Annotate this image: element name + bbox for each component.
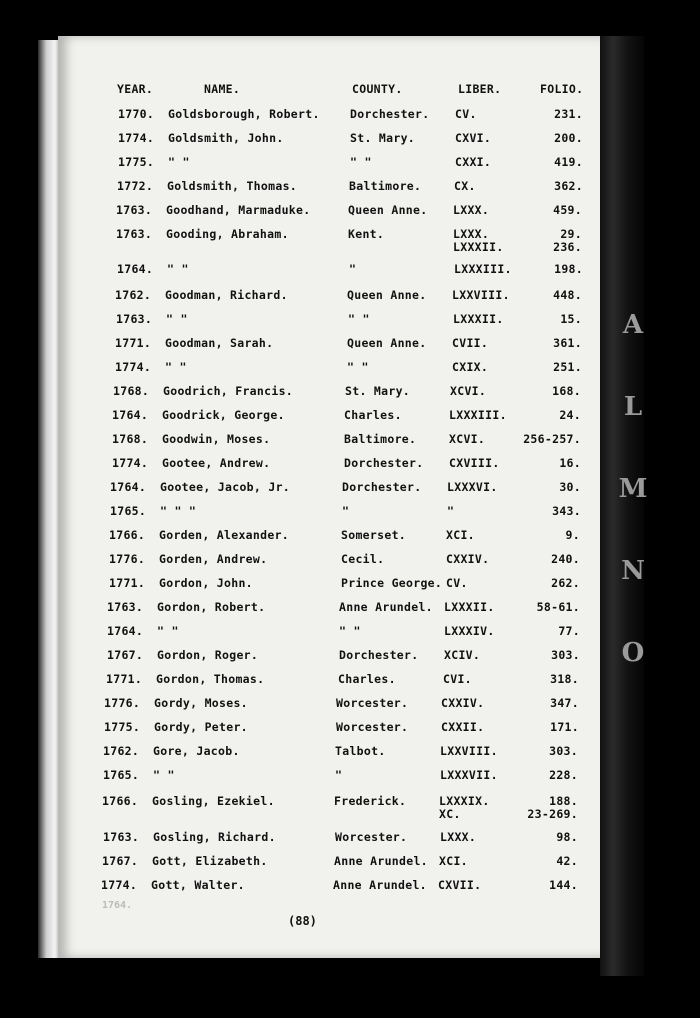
header-name: NAME. <box>204 82 241 96</box>
row-liber: XCI. <box>446 528 475 542</box>
ledger-row <box>0 360 700 382</box>
row-folio: 347. <box>550 696 579 710</box>
row-year: 1763. <box>116 312 153 326</box>
row-county: St. Mary. <box>345 384 411 398</box>
ledger-row <box>0 107 700 129</box>
ledger-row <box>0 648 700 670</box>
ledger-row <box>0 696 700 718</box>
row-folio: 171. <box>550 720 579 734</box>
row-name: Gordy, Moses. <box>154 696 248 710</box>
row-county: Worcester. <box>336 720 409 734</box>
row-year: 1772. <box>117 179 154 193</box>
row-liber: CXXIV. <box>446 552 490 566</box>
row-year: 1774. <box>115 360 152 374</box>
row-folio: 24. <box>559 408 581 422</box>
row-year: 1770. <box>118 107 155 121</box>
row-county: Baltimore. <box>344 432 417 446</box>
row-year: 1776. <box>109 552 146 566</box>
row-year: 1767. <box>107 648 144 662</box>
row-liber: LXXVIII. <box>440 744 498 758</box>
row-folio: 29. <box>560 227 582 241</box>
row-year: 1763. <box>116 203 153 217</box>
row-folio: 198. <box>554 262 583 276</box>
row-liber: CXVI. <box>455 131 492 145</box>
row-liber: CXVIII. <box>449 456 500 470</box>
row-county: " " <box>347 360 369 374</box>
ledger-row <box>0 830 700 852</box>
row-folio: 200. <box>554 131 583 145</box>
row-liber: XCVI. <box>450 384 487 398</box>
ledger-row <box>0 131 700 153</box>
row-year: 1768. <box>112 432 149 446</box>
row-name: Goldsmith, John. <box>168 131 284 145</box>
row-county: Anne Arundel. <box>333 878 427 892</box>
row-folio: 361. <box>553 336 582 350</box>
row-liber: LXXXII. <box>453 312 504 326</box>
row-liber: CXIX. <box>452 360 489 374</box>
row-liber: LXXVIII. <box>452 288 510 302</box>
row-name: Gordon, John. <box>159 576 253 590</box>
row-county: Charles. <box>338 672 396 686</box>
row-folio: 343. <box>552 504 581 518</box>
row-liber-continued: XC. <box>439 807 461 821</box>
row-year: 1776. <box>104 696 141 710</box>
ledger-row <box>0 504 700 526</box>
row-folio: 98. <box>556 830 578 844</box>
row-year: 1771. <box>106 672 143 686</box>
row-name: Gootee, Jacob, Jr. <box>160 480 291 494</box>
row-year: 1764. <box>112 408 149 422</box>
row-name: Gosling, Ezekiel. <box>152 794 275 808</box>
row-name: " " " <box>160 504 197 518</box>
row-name: Gott, Walter. <box>151 878 245 892</box>
row-folio-continued: 236. <box>553 240 582 254</box>
row-name: Goodwin, Moses. <box>162 432 271 446</box>
column-headers <box>0 82 700 104</box>
row-year: 1768. <box>113 384 150 398</box>
row-county: Kent. <box>348 227 385 241</box>
row-county: Queen Anne. <box>347 288 427 302</box>
ledger-row <box>0 794 700 821</box>
row-county: Worcester. <box>336 696 409 710</box>
row-name: Gooding, Abraham. <box>166 227 289 241</box>
row-year: 1764. <box>107 624 144 638</box>
ledger-row <box>0 768 700 790</box>
row-liber: LXXXIII. <box>454 262 512 276</box>
row-folio: 256-257. <box>523 432 581 446</box>
ledger-row <box>0 312 700 334</box>
header-liber: LIBER. <box>458 82 502 96</box>
row-folio: 188. <box>549 794 578 808</box>
row-folio: 251. <box>553 360 582 374</box>
ledger-row <box>0 744 700 766</box>
row-county: Dorchester. <box>350 107 430 121</box>
row-folio: 16. <box>559 456 581 470</box>
row-folio-continued: 23-269. <box>527 807 578 821</box>
row-name: Gordon, Roger. <box>157 648 259 662</box>
row-liber-continued: LXXXII. <box>453 240 504 254</box>
ledger-row <box>0 432 700 454</box>
spine-letter: N <box>621 556 645 586</box>
row-name: " " <box>157 624 179 638</box>
row-liber: LXXX. <box>453 203 490 217</box>
ledger-row <box>0 720 700 742</box>
ledger-row <box>0 528 700 550</box>
row-name: Goodrick, George. <box>162 408 285 422</box>
row-year: 1763. <box>116 227 153 241</box>
ledger-row <box>0 227 700 254</box>
row-year: 1765. <box>110 504 147 518</box>
row-name: " " <box>167 262 189 276</box>
row-year: 1774. <box>118 131 155 145</box>
row-name: Goodrich, Francis. <box>163 384 294 398</box>
row-folio: 448. <box>553 288 582 302</box>
row-county: Dorchester. <box>342 480 422 494</box>
row-county: Somerset. <box>341 528 407 542</box>
row-folio: 42. <box>556 854 578 868</box>
faint-note: 1764. <box>102 900 133 911</box>
row-folio: 9. <box>565 528 580 542</box>
row-county: Cecil. <box>341 552 385 566</box>
row-county: Dorchester. <box>344 456 424 470</box>
row-folio: 318. <box>550 672 579 686</box>
ledger-row <box>0 600 700 622</box>
row-name: " " <box>165 360 187 374</box>
row-name: Gordon, Robert. <box>157 600 266 614</box>
row-folio: 168. <box>552 384 581 398</box>
ledger-row <box>0 576 700 598</box>
row-year: 1766. <box>102 794 139 808</box>
ledger-row <box>0 672 700 694</box>
row-county: Worcester. <box>335 830 408 844</box>
page-number: (88) <box>288 914 317 928</box>
row-liber: CV. <box>446 576 468 590</box>
ledger-row <box>0 288 700 310</box>
row-liber: LXXXVI. <box>447 480 498 494</box>
row-name: Goodman, Sarah. <box>165 336 274 350</box>
row-county: Anne Arundel. <box>339 600 433 614</box>
row-folio: 240. <box>551 552 580 566</box>
row-county: Dorchester. <box>339 648 419 662</box>
ledger-row <box>0 262 700 284</box>
row-folio: 30. <box>559 480 581 494</box>
row-liber: CXVII. <box>438 878 482 892</box>
row-county: Queen Anne. <box>348 203 428 217</box>
row-folio: 58-61. <box>536 600 580 614</box>
row-name: Gorden, Andrew. <box>159 552 268 566</box>
row-year: 1764. <box>110 480 147 494</box>
row-year: 1764. <box>117 262 154 276</box>
row-county: " " <box>350 155 372 169</box>
row-liber: XCIV. <box>444 648 481 662</box>
row-liber: LXXXIX. <box>439 794 490 808</box>
row-county: " " <box>339 624 361 638</box>
row-liber: CXXII. <box>441 720 485 734</box>
row-liber: LXXXIII. <box>449 408 507 422</box>
header-county: COUNTY. <box>352 82 403 96</box>
row-liber: XCVI. <box>449 432 486 446</box>
ledger-row <box>0 456 700 478</box>
ledger-row <box>0 854 700 876</box>
ledger-row <box>0 384 700 406</box>
row-name: Gosling, Richard. <box>153 830 276 844</box>
ledger-row <box>0 408 700 430</box>
row-county: " <box>335 768 343 782</box>
row-name: Goodman, Richard. <box>165 288 288 302</box>
spine-letter: L <box>623 392 643 422</box>
row-county: Baltimore. <box>349 179 422 193</box>
row-county: Talbot. <box>335 744 386 758</box>
row-liber: XCI. <box>439 854 468 868</box>
row-name: Gordon, Thomas. <box>156 672 265 686</box>
row-year: 1771. <box>115 336 152 350</box>
row-liber: CVII. <box>452 336 489 350</box>
row-name: Goldsborough, Robert. <box>168 107 320 121</box>
row-liber: CXXI. <box>455 155 492 169</box>
row-folio: 262. <box>551 576 580 590</box>
row-folio: 362. <box>554 179 583 193</box>
ledger-row <box>0 336 700 358</box>
row-liber: " <box>447 504 455 518</box>
row-name: Gorden, Alexander. <box>159 528 290 542</box>
row-folio: 77. <box>558 624 580 638</box>
row-liber: CXXIV. <box>441 696 485 710</box>
row-year: 1762. <box>103 744 140 758</box>
row-year: 1774. <box>101 878 138 892</box>
row-year: 1775. <box>104 720 141 734</box>
row-county: Queen Anne. <box>347 336 427 350</box>
row-liber: LXXXII. <box>444 600 495 614</box>
row-liber: CVI. <box>443 672 472 686</box>
row-county: Prince George. <box>341 576 443 590</box>
row-folio: 144. <box>549 878 578 892</box>
ledger-row <box>0 552 700 574</box>
row-name: Gore, Jacob. <box>153 744 240 758</box>
row-folio: 419. <box>554 155 583 169</box>
row-folio: 303. <box>549 744 578 758</box>
row-name: " " <box>153 768 175 782</box>
row-county: Anne Arundel. <box>334 854 428 868</box>
row-year: 1765. <box>103 768 140 782</box>
row-county: Charles. <box>344 408 402 422</box>
row-county: " <box>349 262 357 276</box>
row-folio: 228. <box>549 768 578 782</box>
row-year: 1763. <box>107 600 144 614</box>
ledger-row <box>0 179 700 201</box>
ledger-row <box>0 155 700 177</box>
row-county: Frederick. <box>334 794 407 808</box>
row-liber: CX. <box>454 179 476 193</box>
row-name: Gootee, Andrew. <box>162 456 271 470</box>
row-year: 1763. <box>103 830 140 844</box>
row-liber: LXXX. <box>440 830 477 844</box>
row-folio: 15. <box>560 312 582 326</box>
row-name: Goodhand, Marmaduke. <box>166 203 311 217</box>
row-year: 1766. <box>109 528 146 542</box>
row-year: 1767. <box>102 854 139 868</box>
row-county: " <box>342 504 350 518</box>
ledger-row <box>0 480 700 502</box>
spine-letter: M <box>618 474 648 504</box>
row-name: Goldsmith, Thomas. <box>167 179 298 193</box>
ledger-row <box>0 878 700 900</box>
ledger-row <box>0 203 700 225</box>
header-year: YEAR. <box>117 82 154 96</box>
row-name: Gordy, Peter. <box>154 720 248 734</box>
spine-letter: O <box>621 638 645 668</box>
row-year: 1771. <box>109 576 146 590</box>
row-name: " " <box>166 312 188 326</box>
row-liber: LXXXIV. <box>444 624 495 638</box>
row-name: Gott, Elizabeth. <box>152 854 268 868</box>
header-folio: FOLIO. <box>540 82 584 96</box>
row-year: 1775. <box>118 155 155 169</box>
row-year: 1774. <box>112 456 149 470</box>
ledger-row <box>0 624 700 646</box>
row-liber: LXXX. <box>453 227 490 241</box>
row-folio: 303. <box>551 648 580 662</box>
spine-letter: A <box>622 310 644 340</box>
row-folio: 459. <box>553 203 582 217</box>
row-name: " " <box>168 155 190 169</box>
row-liber: CV. <box>455 107 477 121</box>
row-county: St. Mary. <box>350 131 416 145</box>
row-folio: 231. <box>554 107 583 121</box>
row-county: " " <box>348 312 370 326</box>
row-year: 1762. <box>115 288 152 302</box>
row-liber: LXXXVII. <box>440 768 498 782</box>
